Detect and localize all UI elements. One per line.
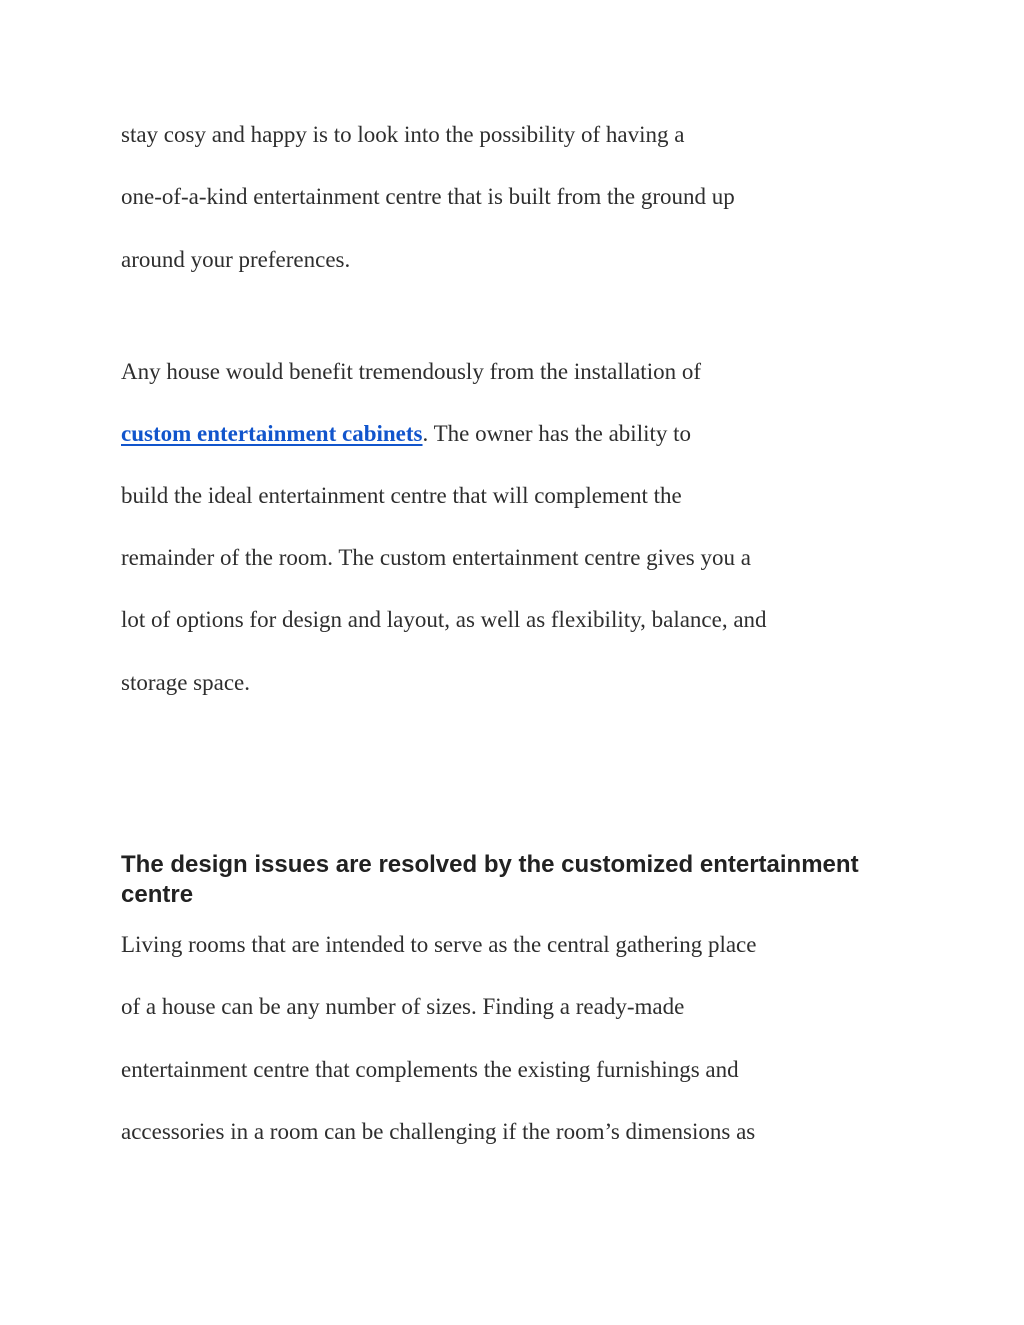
paragraph-line: around your preferences. <box>121 247 351 272</box>
section-heading: The design issues are resolved by the customized entertainment centre <box>121 851 859 908</box>
paragraph-line: one-of-a-kind entertainment centre that is built from the ground up <box>121 184 735 209</box>
paragraph-line: Living rooms that are intended to serve as the central gathering place <box>121 932 757 957</box>
custom-entertainment-cabinets-link[interactable]: custom entertainment cabinets <box>121 421 423 446</box>
paragraph-line: build the ideal entertainment centre that will complement the <box>121 483 682 508</box>
paragraph-line: Any house would benefit tremendously from the installation of <box>121 359 701 384</box>
paragraph-line-text: . The owner has the ability to <box>422 421 692 446</box>
paragraph-line: stay cosy and happy is to look into the possibility of having a <box>121 122 685 147</box>
paragraph-line: storage space. <box>121 670 250 695</box>
paragraph-line: lot of options for design and layout, as well as flexibility, balance, and <box>121 607 767 632</box>
paragraph-line: remainder of the room. The custom entertainment centre gives you a <box>121 545 751 570</box>
paragraph-line: of a house can be any number of sizes. Finding a ready-made <box>121 994 685 1019</box>
paragraph-line-with-link <box>121 419 691 449</box>
paragraph-line: accessories in a room can be challenging if the room’s dimensions as <box>121 1119 756 1144</box>
paragraph-line: entertainment centre that complements the existing furnishings and <box>121 1057 739 1082</box>
